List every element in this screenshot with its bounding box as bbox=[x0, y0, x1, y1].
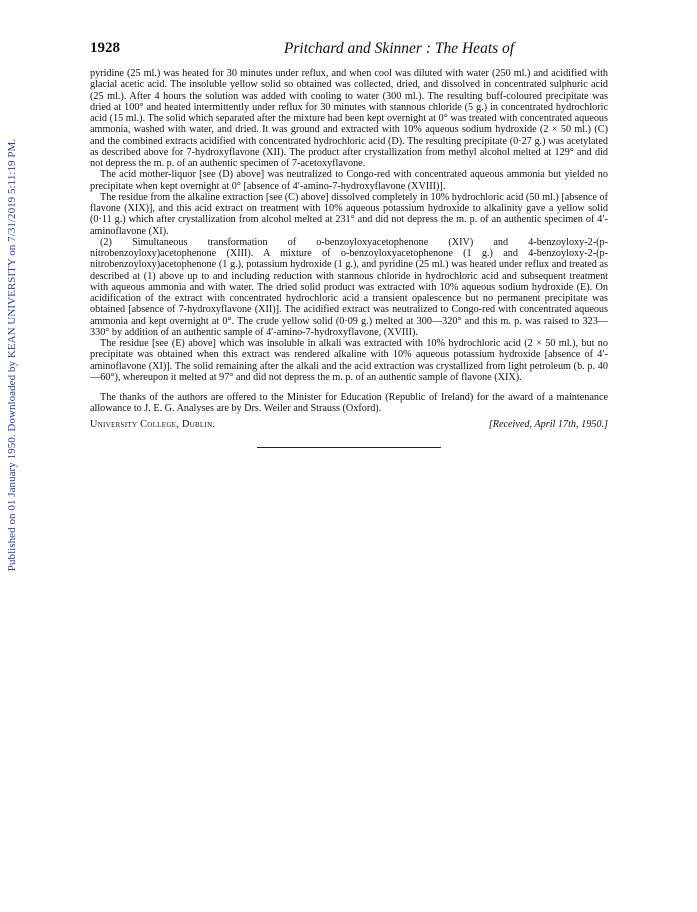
acknowledgement: The thanks of the authors are offered to the Minister for Education (Republic of Ireland) for the award of a maintenance allowance to J. E. G. Analyses are by Drs. Weiler and Strauss (Oxford). bbox=[90, 392, 608, 415]
article-body bbox=[90, 68, 608, 448]
journal-page bbox=[90, 40, 608, 448]
download-notice-text: Published on 01 January 1950. Downloaded by KEAN UNIVERSITY on 7/31/2019 5:11:19 PM. bbox=[6, 138, 18, 572]
running-title: Pritchard and Skinner : The Heats of bbox=[283, 40, 515, 57]
paragraph-continued-procedure: pyridine (25 ml.) was heated for 30 minutes under reflux, and when cool was diluted with water (250 ml.) and acidified with glacial acetic acid. The insoluble yellow solid so obtained was collected, dried, and dissolved in concentrated sulphuric acid (25 ml.). After 4 hours the solution was added with cooling to water (300 ml.). The resulting buff-coloured precipitate was dried at 100° and heated intermittently under reflux for 30 minutes with stannous chloride (5 g.) in concentrated hydrochloric acid (15 ml.). The solid which separated after the mixture had been kept overnight at 0° was treated with concentrated aqueous ammonia, washed with water, and dried. It was ground and extracted with 10% aqueous sodium hydroxide (2 × 50 ml.) (C) and the combined extracts acidified with concentrated hydrochloric acid (D). The resulting precipitate (0·27 g.) was acetylated as described above for 7-hydroxyflavone (XII). The product after crystallization from methyl alcohol melted at 129° and did not depress the m. p. of an authentic specimen of 7-acetoxyflavone. bbox=[90, 68, 608, 169]
received-date: [Received, April 17th, 1950.] bbox=[488, 418, 608, 430]
paragraph-simultaneous-transformation: (2) Simultaneous transformation of o-benzoyloxyacetophenone (XIV) and 4-benzoyloxy-2-(p-nitrobenzoyloxy)acetophenone (XIII). A mixture of o-benzoyloxyacetophenone (1 g.) and 4-benzoyloxy-2-(p-nitrobenzoyloxy)acetophenone (1 g.), potassium hydroxide (1 g.), and pyridine (25 ml.) was heated under reflux and treated as described at (1) above up to and including reduction with stannous chloride in hydrochloric acid and subsequent treatment with aqueous ammonia and with water. The dried solid product was extracted with 10% aqueous sodium hydroxide (E). On acidification of the extract with concentrated hydrochloric acid a transient opalescence but no permanent precipitate was obtained [absence of 7-hydroxyflavone (XII)]. The acidified extract was neutralized to Congo-red with concentrated aqueous ammonia and kept overnight at 0°. The crude yellow solid (0·09 g.) melted at 300—320° and this m. p. was raised to 323—330° by addition of an authentic sample of 4′-amino-7-hydroxyflavone, (XVIII). bbox=[90, 236, 608, 338]
page-header bbox=[90, 40, 608, 68]
page-number: 1928 bbox=[90, 40, 120, 56]
article-footer bbox=[90, 419, 608, 431]
paragraph-alkaline-residue: The residue from the alkaline extraction [see (C) above] dissolved completely in 10% hydrochloric acid (50 ml.) [absence of flavone (XIX)], and this acid extract on treatment with 10% aqueous potassium hydroxide to alkalinity gave a yellow solid (0·11 g.) which after crystallization from alcohol melted at 231° and did not depress the m. p. of an authentic specimen of 4′-aminoflavone (XI). bbox=[90, 191, 608, 237]
download-notice-sidebar bbox=[2, 120, 22, 590]
institution-address: University College, Dublin. bbox=[90, 418, 216, 430]
end-rule-divider bbox=[257, 447, 441, 448]
paragraph-insoluble-residue: The residue [see (E) above] which was insoluble in alkali was extracted with 10% hydrochloric acid (2 × 50 ml.), but no precipitate was obtained when this extract was rendered alkaline with 10% aqueous potassium hydroxide [absence of 4′-aminoflavone (XI)]. The solid remaining after the alkali and the acid extraction was crystallized from light petroleum (b. p. 40—60°), whereupon it melted at 97° and did not depress the m. p. of an authentic sample of flavone (XIX). bbox=[90, 338, 608, 383]
paragraph-acid-mother-liquor: The acid mother-liquor [see (D) above] was neutralized to Congo-red with concentrated aqueous ammonia but yielded no precipitate when kept overnight at 0° [absence of 4′-amino-7-hydroxyflavone (XVIII)]. bbox=[90, 169, 608, 192]
